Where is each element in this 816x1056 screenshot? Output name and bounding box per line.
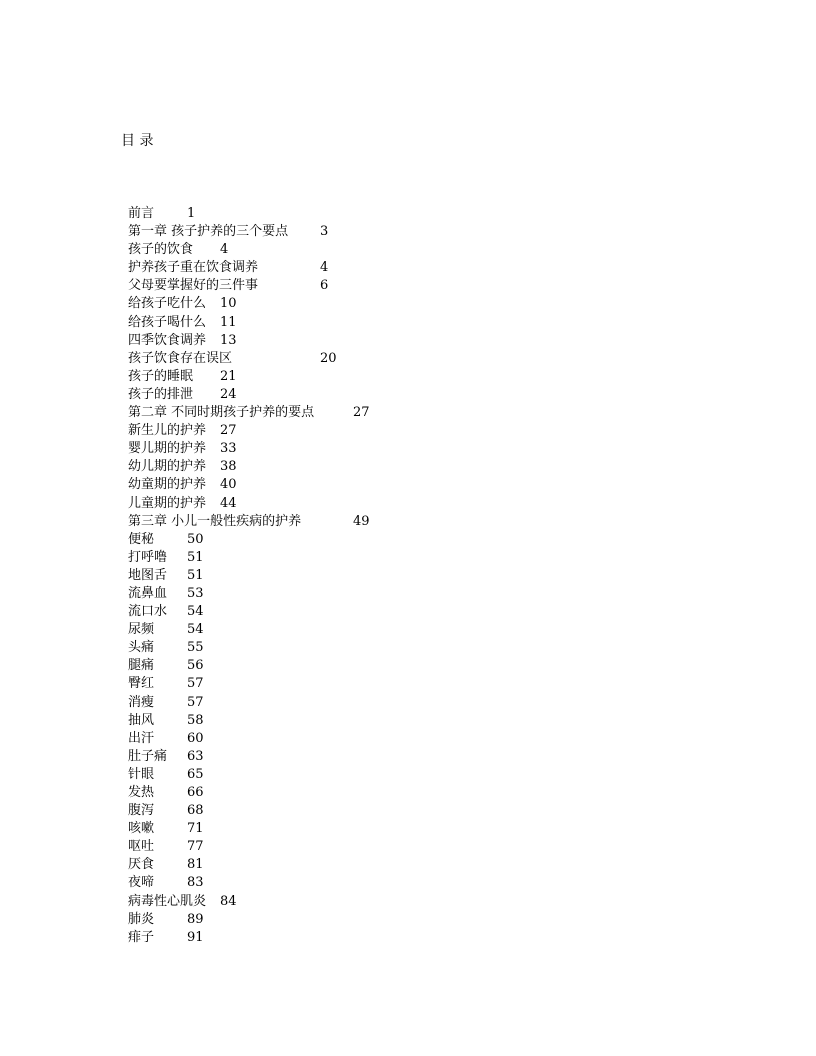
toc-entry-title: 第三章 小儿一般性疾病的护养 (128, 513, 302, 529)
toc-entry-page-number: 33 (220, 441, 237, 457)
toc-entry-title: 孩子的排泄 (128, 386, 194, 402)
toc-entry-page-number: 54 (187, 604, 204, 620)
toc-entry-title: 针眼 (128, 766, 155, 782)
toc-entry-page-number: 57 (187, 694, 204, 710)
toc-entry-page-number: 11 (220, 314, 237, 330)
toc-entry-title: 夜啼 (128, 875, 155, 891)
toc-entry-title: 发热 (128, 785, 155, 800)
toc-entry-title: 给孩子喝什么 (128, 314, 207, 330)
toc-entry-title: 儿童期的护养 (128, 495, 207, 511)
toc-entry-page-number: 91 (187, 929, 204, 945)
toc-entry-title: 幼儿期的护养 (128, 459, 207, 475)
toc-entry-page-number: 40 (220, 477, 237, 493)
toc-entry-page-number: 77 (187, 839, 204, 855)
toc-entry-page-number: 38 (220, 459, 237, 475)
toc-entry-page-number: 49 (353, 513, 370, 529)
toc-entry-page-number: 21 (220, 368, 237, 384)
toc-entry-page-number: 20 (320, 350, 337, 366)
toc-entry-page-number: 55 (187, 640, 204, 656)
toc-entry-title: 打呼噜 (128, 549, 168, 565)
toc-entry-page-number: 56 (187, 658, 204, 674)
toc-entry-title: 护养孩子重在饮食调养 (128, 260, 259, 276)
toc-entry-title: 幼童期的护养 (128, 477, 207, 493)
toc-entry-page-number: 53 (187, 585, 204, 601)
toc-entry-page-number: 60 (187, 730, 204, 746)
toc-entry-page-number: 3 (320, 224, 329, 240)
toc-entry-title: 肚子痛 (128, 748, 168, 764)
toc-entry-page-number: 84 (220, 893, 237, 909)
toc-entry-title: 孩子的睡眠 (128, 368, 194, 384)
toc-entry-title: 流鼻血 (128, 585, 168, 601)
toc-entry-title: 咳嗽 (128, 821, 155, 837)
toc-entry-title: 四季饮食调养 (128, 332, 207, 348)
toc-entry-title: 消瘦 (128, 694, 155, 710)
toc-entry-title: 前言 (128, 206, 155, 221)
toc-entry-title: 父母要掌握好的三件事 (128, 278, 259, 294)
toc-entry-page-number: 1 (187, 206, 196, 221)
toc-entry-page-number: 71 (187, 821, 204, 837)
toc-entry-title: 新生儿的护养 (128, 423, 207, 439)
toc-entry-title: 便秘 (128, 531, 155, 547)
toc-entry-page-number: 81 (187, 857, 204, 873)
toc-entry-page-number: 44 (220, 495, 237, 511)
toc-entry-title: 抽风 (128, 712, 155, 728)
toc-entry-page-number: 27 (353, 405, 370, 421)
toc-entry-page-number: 10 (220, 296, 237, 312)
toc-entry-page-number: 83 (187, 875, 204, 891)
toc-entry-page-number: 66 (187, 785, 204, 800)
toc-entry-title: 腿痛 (128, 658, 155, 674)
toc-entry-page-number: 57 (187, 676, 204, 692)
toc-entry-title: 第一章 孩子护养的三个要点 (128, 224, 289, 240)
toc-entry-page-number: 6 (320, 278, 329, 294)
toc-entry-page-number: 50 (187, 531, 204, 547)
toc-entry-page-number: 65 (187, 766, 204, 782)
toc-entry-title: 流口水 (128, 604, 168, 620)
toc-entry-title: 孩子的饮食 (128, 242, 194, 258)
toc-entry-title: 肺炎 (128, 911, 155, 927)
toc-entry-title: 厌食 (128, 857, 155, 873)
toc-entry-title: 孩子饮食存在误区 (128, 350, 233, 366)
toc-entry-page-number: 89 (187, 911, 204, 927)
toc-entry-title: 痱子 (128, 929, 155, 945)
page-title: 目 录 (121, 133, 154, 149)
toc-entry-page-number: 4 (320, 260, 329, 276)
toc-entry-title: 病毒性心肌炎 (128, 893, 207, 909)
toc-entry-title: 给孩子吃什么 (128, 296, 207, 312)
toc-entry-title: 呕吐 (128, 839, 155, 855)
toc-entry-page-number: 63 (187, 748, 204, 764)
toc-entry-title: 头痛 (128, 640, 155, 656)
toc-entry-title: 臀红 (128, 676, 155, 692)
toc-entry-page-number: 51 (187, 549, 204, 565)
toc-entry-page-number: 24 (220, 386, 237, 402)
toc-entry-title: 尿频 (128, 622, 155, 638)
toc-entry-page-number: 51 (187, 567, 204, 583)
toc-entry-page-number: 58 (187, 712, 204, 728)
toc-entry-title: 地图舌 (128, 567, 168, 583)
toc-entry-page-number: 54 (187, 622, 204, 638)
toc-entry-title: 出汗 (128, 730, 155, 746)
toc-entry-page-number: 68 (187, 803, 204, 819)
toc-entry-page-number: 27 (220, 423, 237, 439)
toc-entry-title: 第二章 不同时期孩子护养的要点 (128, 405, 315, 421)
toc-entry-page-number: 4 (220, 242, 229, 258)
toc-entry-title: 腹泻 (128, 803, 155, 819)
toc-entry-title: 婴儿期的护养 (128, 441, 207, 457)
toc-entry-page-number: 13 (220, 332, 237, 348)
